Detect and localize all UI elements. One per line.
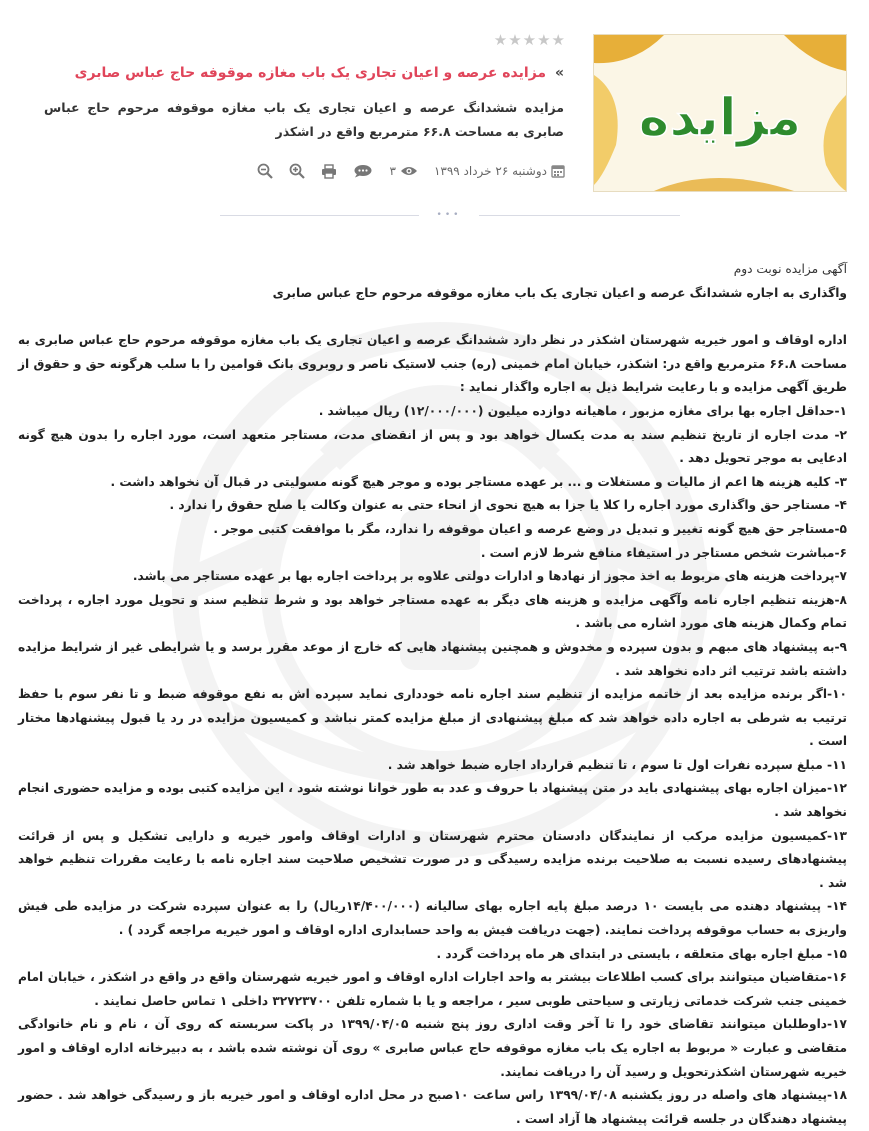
intro-paragraph: اداره اوقاف و امور خیریه شهرستان اشکذر در نظر دارد ششدانگ عرصه و اعیان تجاری یک باب مغازه موقوفه مرحوم حاج عباس صابری به مساحت ۶۶.۸ مترمربع واقع در: اشکذر، خیابان امام خمینی (ره) جنب لاستیک ناصر و روبروی بانک قوامین را با سلب هرگونه حق و حقوق از طریق آگهی مزایده و با رعایت شرایط ذیل به اجاره واگذار نماید : — [18, 333, 848, 395]
date-meta — [434, 164, 565, 178]
condition-item: ۱-حداقل اجاره بها برای مغازه مزبور ، ماهیانه دوازده میلیون (۱۲/۰۰۰/۰۰۰) ریال میباشد . — [318, 403, 847, 418]
star-icon[interactable]: ★ — [551, 31, 565, 49]
views-meta — [389, 164, 417, 178]
condition-item: ۱۲-میزان اجاره بهای پیشنهادی باید در متن پیشنهاد با حروف و عدد به طور خوانا نوشته شود ، این مزایده کتبی بوده و مزایده حضوری انجام نخواهد شد . — [18, 781, 847, 820]
article-header — [0, 28, 869, 198]
star-icon[interactable]: ★ — [508, 31, 522, 49]
comments-button[interactable] — [353, 164, 373, 178]
condition-item: ۱۴- پیشنهاد دهنده می بایست ۱۰ درصد مبلغ پایه اجاره بهای سالیانه (۱۴/۴۰۰/۰۰۰ریال) را به عنوان سپرده شرکت در مزایده طی فیش واریزی به حساب موقوفه پرداخت نمایند. (جهت دریافت فیش به واحد حسابداری اداره اوقاف و امور خیریه مراجعه گردد ) . — [18, 899, 847, 938]
print-button[interactable] — [321, 164, 337, 179]
condition-item: ۱۳-کمیسیون مزایده مرکب از نمایندگان دادستان محترم شهرستان و ادارات اوقاف وامور خیریه و دارایی تشکیل و پس از قرائت پیشنهادهای رسیده نسبت به صلاحیت برنده مزایده رسیدگی و در صورت تشخیص صلاحیت سند اجاره نامه با رعایت مقررات تنظیم خواهد شد . — [18, 828, 847, 890]
condition-item: ۱۸-پیشنهاد های واصله در روز یکشنبه ۱۳۹۹/۰۴/۰۸ راس ساعت ۱۰صبح در محل اداره اوقاف و امور خیریه باز و رسیدگی خواهد شد . حضور پیشنهاد دهندگان در جلسه قرائت پیشنهاد ها آزاد است . — [18, 1088, 848, 1126]
article-title[interactable] — [44, 62, 564, 84]
condition-item: ۱۵- مبلغ اجاره بهای متعلقه ، بایستی در ابتدای هر ماه پرداخت گردد . — [436, 946, 847, 961]
publish-date: دوشنبه ۲۶ خرداد ۱۳۹۹ — [433, 164, 547, 178]
zoom-out-icon[interactable] — [257, 163, 273, 179]
article-title-text[interactable]: مزایده عرصه و اعیان تجاری یک باب مغازه موقوفه حاج عباس صابری — [74, 65, 547, 81]
star-icon[interactable]: ★ — [522, 31, 537, 49]
star-icon[interactable]: ★ — [493, 31, 508, 49]
condition-item: ۷-پرداخت هزینه های مربوط به اخذ مجوز از نهادها و ادارات دولتی علاوه بر پرداخت اجاره بها بر عهده مستاجر می باشد. — [132, 569, 847, 584]
condition-item: ۱۱- مبلغ سپرده نفرات اول تا سوم ، تا تنظیم قرارداد اجاره ضبط خواهد شد . — [387, 757, 847, 772]
condition-item: ۲- مدت اجاره از تاریخ تنظیم سند به مدت یکسال خواهد بود و پس از انقضای مدت، مستاجر متعهد است، مورد اجاره را بدون هیچ گونه ادعایی به موجر تحویل دهد . — [18, 427, 847, 466]
article-thumbnail[interactable] — [593, 34, 847, 192]
condition-item: ۳- کلیه هزینه ها اعم از مالیات و مستغلات و ... بر عهده مستاجر بوده و موجر هیچ گونه مسولیتی در قبال آن نخواهد داشت . — [110, 474, 847, 489]
notice-heading: آگهی مزایده نوبت دوم — [733, 262, 847, 276]
paragraph-spacer — [18, 305, 847, 329]
notice-subheading: واگذاری به اجاره ششدانگ عرصه و اعیان تجاری یک باب مغازه موقوفه مرحوم حاج عباس صابری — [272, 285, 847, 300]
thumbnail-text: مزایده — [638, 88, 802, 148]
rating-stars[interactable] — [305, 32, 565, 48]
condition-item: ۶-مباشرت شخص مستاجر در استیفاء منافع شرط لازم است . — [480, 545, 847, 560]
condition-item: ۵-مستاجر حق هیچ گونه تغییر و تبدیل در وضع عرصه و اعیان موقوفه را ندارد، مگر با موافقت کتبی موجر . — [213, 521, 847, 536]
divider-ornament: ••• — [419, 209, 479, 221]
zoom-in-button[interactable] — [289, 163, 305, 179]
zoom-in-icon[interactable] — [289, 163, 305, 179]
eye-icon — [400, 165, 418, 177]
condition-item: ۸-هزینه تنظیم اجاره نامه وآگهی مزایده و هزینه های دیگر به عهده مستاجر خواهد بود و شرط تنظیم سند و تحویل مورد اجاره ، پرداخت تمام وکمال هزینه های مورد اشاره می باشد . — [18, 592, 847, 631]
article-summary: مزایده ششدانگ عرصه و اعیان تجاری یک باب مغازه موقوفه مرحوم حاج عباس صابری به مساحت ۶۶.۸ مترمربع واقع در اشکذر — [44, 100, 564, 139]
article-body — [18, 258, 847, 1131]
comment-icon[interactable] — [353, 164, 373, 178]
condition-item: ۱۰-اگر برنده مزایده بعد از خاتمه مزایده از تنظیم سند اجاره نامه خودداری نماید سپرده اش به نفع موقوفه ضبط و تا نفر سوم با حفظ ترتیب به شرطی به اجاره داده خواهد شد که مبلغ پیشنهادی از مبلغ مزایده کمتر نباشد و کمیسیون مزایده در رد یا قبول پیشنهادها مختار است . — [18, 687, 847, 749]
condition-item: ۱۶-متقاضیان میتوانند برای کسب اطلاعات بیشتر به واحد اجارات اداره اوقاف و امور خیریه شهرستان واقع در واقع در اشکذر ، خیابان امام خمینی جنب شرکت خدماتی زیارتی و سیاحتی طوبی سیر ، مراجعه و یا با شماره تلفن ۳۲۷۲۳۷۰۰ داخلی ۱ تماس حاصل نمایند . — [18, 970, 847, 1008]
condition-item: ۱۷-داوطلبان میتوانند تقاضای خود را تا آخر وقت اداری روز پنج شنبه ۱۳۹۹/۰۴/۰۵ در پاکت سربسته که روی آن ، نام و نام خانوادگی متقاضی و عبارت « مربوط به اجاره یک باب مغازه موقوفه حاج عباس صابری » روی آن نوشته شده باشد ، به دبیرخانه اداره اوقاف و امور خیریه شهرستان اشکذرتحویل و رسید آن را دریافت نمایند. — [18, 1017, 847, 1079]
title-marker: » — [554, 65, 564, 81]
star-icon[interactable]: ★ — [537, 31, 551, 49]
condition-item: ۹-به پیشنهاد های مبهم و بدون سپرده و مخدوش و همچنین پیشنهاد هایی که خارج از موعد مقرر برسد و یا شرایطی غیر از شرایط مزایده داشته باشد ترتیب اثر داده نخواهد شد . — [18, 639, 847, 678]
print-icon[interactable] — [321, 164, 337, 179]
calendar-icon — [551, 164, 565, 178]
article-meta-toolbar — [225, 160, 565, 182]
condition-item: ۴- مستاجر حق واگذاری مورد اجاره را کلا یا جزا به هیچ نحوی از انحاء حتی به عنوان وکالت یا صلح حقوق را ندارد . — [169, 498, 847, 513]
view-count: ۳ — [389, 164, 396, 178]
auction-banner-image — [594, 35, 846, 191]
zoom-out-button[interactable] — [257, 163, 273, 179]
